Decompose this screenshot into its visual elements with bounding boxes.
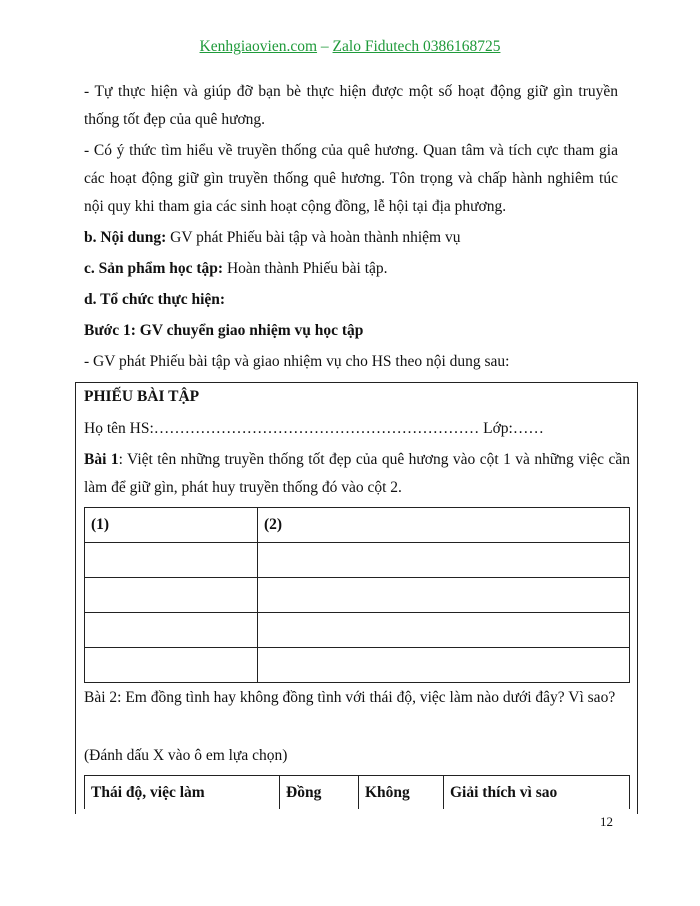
table-row xyxy=(85,776,630,810)
section-d-label: d. Tổ chức thực hiện: xyxy=(84,291,226,308)
step-1-heading: Bước 1: GV chuyển giao nhiệm vụ học tập xyxy=(84,322,364,339)
table2-header-col3: Không xyxy=(359,776,444,810)
table1-cell[interactable] xyxy=(258,648,630,683)
table1-cell[interactable] xyxy=(85,613,258,648)
section-b xyxy=(84,224,618,252)
worksheet-box xyxy=(75,382,638,814)
paragraph-1: - Tự thực hiện và giúp đỡ bạn bè thực hiện được một số hoạt động giữ gìn truyền thống tốt đẹp của quê hương. xyxy=(84,83,618,128)
table-bai1 xyxy=(84,507,630,683)
table-bai2 xyxy=(84,775,630,809)
paragraph-2: - Có ý thức tìm hiểu về truyền thống của quê hương. Quan tâm và tích cực tham gia các hoạt động giữ gìn truyền thống quê hương. Tôn trọng và chấp hành nghiêm túc nội quy khi tham gia các sinh hoạt cộng đồng, lễ hội tại địa phương. xyxy=(84,142,618,215)
bai1-label: Bài 1 xyxy=(84,451,119,468)
table-row xyxy=(85,578,630,613)
table-row xyxy=(85,648,630,683)
table2-header-col2: Đồng xyxy=(280,776,359,810)
table1-header-col1: (1) xyxy=(85,508,258,543)
page-number: 12 xyxy=(600,814,613,829)
table2-header-col4: Giải thích vì sao xyxy=(444,776,630,810)
table1-cell[interactable] xyxy=(85,578,258,613)
table-row xyxy=(85,613,630,648)
bai1-text: : Việt tên những truyền thống tốt đẹp của quê hương vào cột 1 và những việc cần làm để giữ gìn, phát huy truyền thống đó vào cột 2. xyxy=(84,451,630,496)
section-c-label: c. Sản phẩm học tập: xyxy=(84,260,224,277)
table-row xyxy=(85,543,630,578)
section-c xyxy=(84,255,618,283)
section-b-label: b. Nội dung: xyxy=(84,229,167,246)
table2-header-col1: Thái độ, việc làm xyxy=(85,776,280,810)
worksheet-title: PHIẾU BÀI TẬP xyxy=(84,388,200,405)
header-site[interactable]: Kenhgiaovien.com xyxy=(199,38,318,55)
table1-cell[interactable] xyxy=(85,543,258,578)
student-name-line: Họ tên HS:……………………………………………………… Lớp:…… xyxy=(84,420,544,437)
table1-cell[interactable] xyxy=(258,543,630,578)
header-contact[interactable]: Zalo Fidutech 0386168725 xyxy=(332,38,501,55)
table-row xyxy=(85,508,630,543)
page-header xyxy=(0,38,700,56)
table1-cell[interactable] xyxy=(85,648,258,683)
table1-cell[interactable] xyxy=(258,613,630,648)
table1-header-col2: (2) xyxy=(258,508,630,543)
paragraph-3: - GV phát Phiếu bài tập và giao nhiệm vụ cho HS theo nội dung sau: xyxy=(84,353,510,370)
table1-cell[interactable] xyxy=(258,578,630,613)
bai2-note: (Đánh dấu X vào ô em lựa chọn) xyxy=(84,747,288,764)
bai2-prompt: Bài 2: Em đồng tình hay không đồng tình với thái độ, việc làm nào dưới đây? Vì sao? xyxy=(84,689,616,706)
section-c-text: Hoàn thành Phiếu bài tập. xyxy=(223,260,388,277)
bai1-prompt xyxy=(84,446,630,502)
section-b-text: GV phát Phiếu bài tập và hoàn thành nhiệm vụ xyxy=(166,229,461,246)
header-separator: – xyxy=(317,38,333,55)
